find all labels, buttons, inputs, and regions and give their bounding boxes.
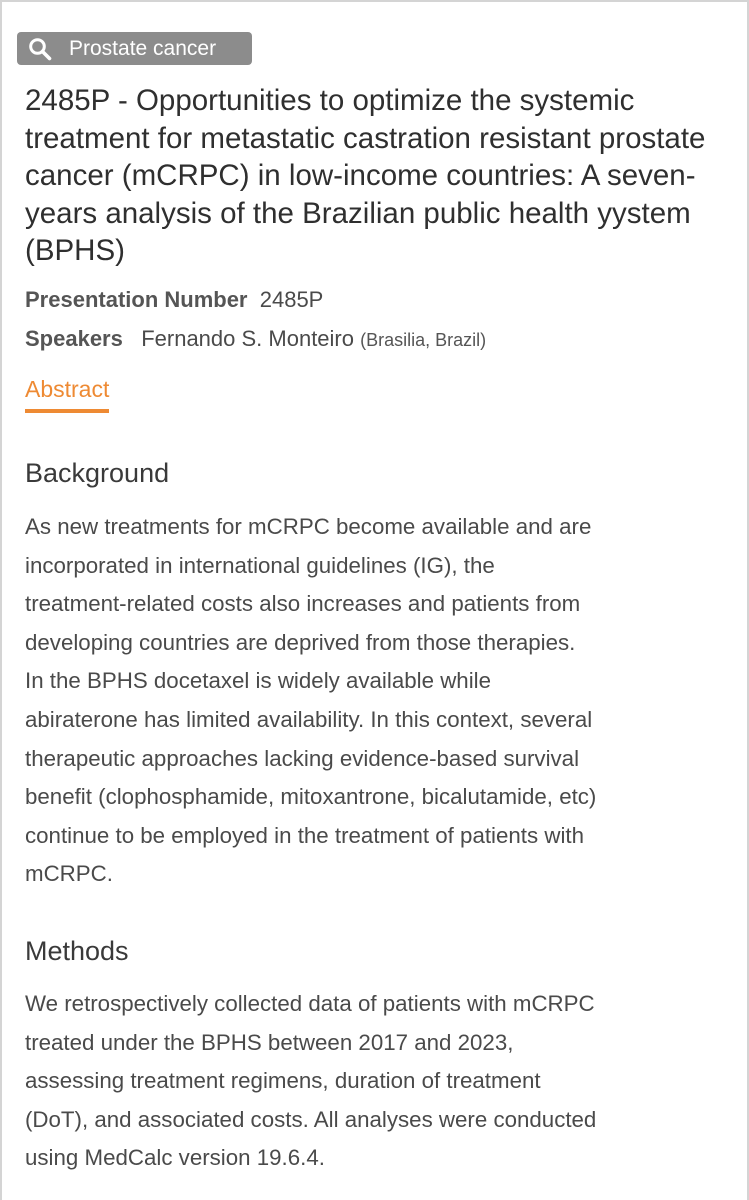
background-heading: Background [25, 458, 170, 488]
speaker-name: Fernando S. Monteiro [141, 326, 354, 351]
methods-heading: Methods [25, 936, 129, 966]
presentation-number-row [25, 285, 323, 315]
presentation-number-label: Presentation Number [25, 287, 248, 312]
methods-text: We retrospectively collected data of patients with mCRPC treated under the BPHS between 2017 and 2023, assessing treatment regimens, duration of treatment (DoT), and associated costs. All analyses were conducted using MedCalc version 19.6.4. [25, 991, 597, 1171]
speakers-row [25, 324, 486, 355]
topic-tag[interactable] [17, 32, 252, 65]
search-icon [27, 36, 53, 62]
abstract-title: 2485P - Opportunities to optimize the systemic treatment for metastatic castration resistant prostate cancer (mCRPC) in low-income countries: A seven-years analysis of the Brazilian public health yystem (BPHS) [25, 84, 706, 267]
presentation-number-value: 2485P [259, 287, 324, 312]
speaker-location: (Brasilia, Brazil) [360, 330, 487, 350]
speakers-label: Speakers [25, 326, 123, 351]
tab-abstract[interactable]: Abstract [25, 374, 109, 413]
topic-tag-label: Prostate cancer [69, 37, 217, 60]
background-text: As new treatments for mCRPC become available and are incorporated in international guidelines (IG), the treatment-related costs also increases and patients from developing countries are deprived from those therapies. In the BPHS docetaxel is widely available while abiraterone has limited availability. In this context, several therapeutic approaches lacking evidence-based survival benefit (clophosphamide, mitoxantrone, bicalutamide, etc) continue to be employed in the treatment of patients with mCRPC. [25, 514, 597, 887]
